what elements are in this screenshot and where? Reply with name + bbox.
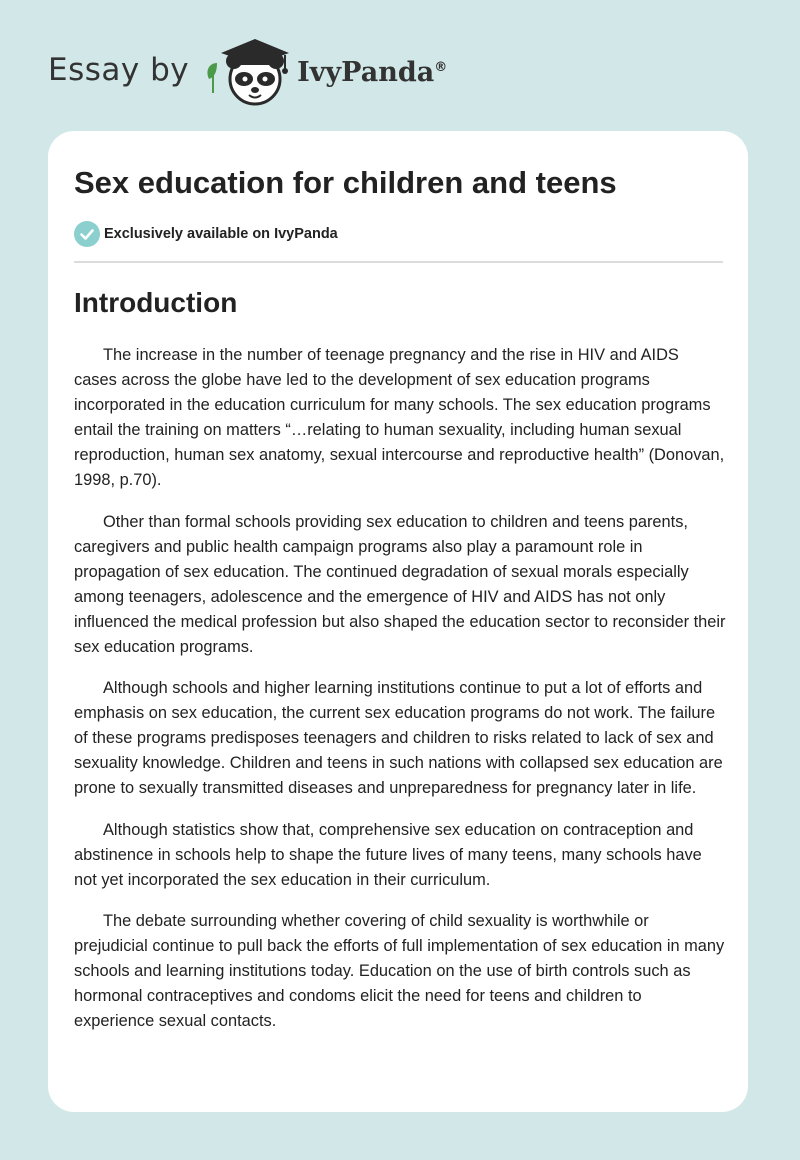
panda-graduation-cap-icon: [203, 33, 295, 111]
essay-card: [48, 131, 748, 1112]
check-circle-icon: [74, 221, 100, 247]
page-title: Sex education for children and teens: [74, 165, 617, 200]
paragraph: The debate surrounding whether covering of child sexuality is worthwhile or prejudicial continue to pull back the efforts of full implementation of sex education in many schools and learning institutions today. Education on the use of birth controls such as hormonal contraceptives and condoms elicit the need for teens and children to experience sexual contacts.: [74, 912, 725, 1030]
brand-header[interactable]: [48, 34, 447, 110]
brand-name: IvyPanda®: [297, 56, 448, 88]
section-heading: Introduction: [74, 287, 238, 318]
paragraph: Although statistics show that, comprehensive sex education on contraception and abstinence in schools help to shape the future lives of many teens, many schools have not yet incorporated the sex education in their curriculum.: [74, 820, 702, 889]
paragraph: Other than formal schools providing sex education to children and teens parents, caregivers and public health campaign programs also play a paramount role in propagation of sex education. The continued degradation of sexual morals especially among teenagers, adolescence and the emergence of HIV and AIDS has not only influenced the medical profession but also shaped the education sector to reconsider their sex education programs.: [74, 512, 726, 656]
brand-prefix: Essay by: [48, 52, 190, 88]
badge-text: Exclusively available on IvyPanda: [104, 226, 338, 242]
exclusive-badge: [74, 221, 338, 247]
essay-body: [74, 343, 726, 1051]
paragraph: Although schools and higher learning institutions continue to put a lot of efforts and emphasis on sex education, the current sex education programs do not work. The failure of these programs predisposes teenagers and children to risks related to lack of sex and sexuality knowledge. Children and teens in such nations with collapsed sex education are prone to sexually transmitted diseases and unpreparedness for pregnancy later in life.: [74, 679, 723, 797]
registered-mark: ®: [434, 59, 448, 75]
divider: [74, 261, 723, 263]
paragraph: The increase in the number of teenage pregnancy and the rise in HIV and AIDS cases across the globe have led to the development of sex education programs incorporated in the education curriculum for many schools. The sex education programs entail the training on matters “…relating to human sexuality, including human sexual reproduction, human sex anatomy, sexual intercourse and reproductive health” (Donovan, 1998, p.70).: [74, 346, 725, 489]
